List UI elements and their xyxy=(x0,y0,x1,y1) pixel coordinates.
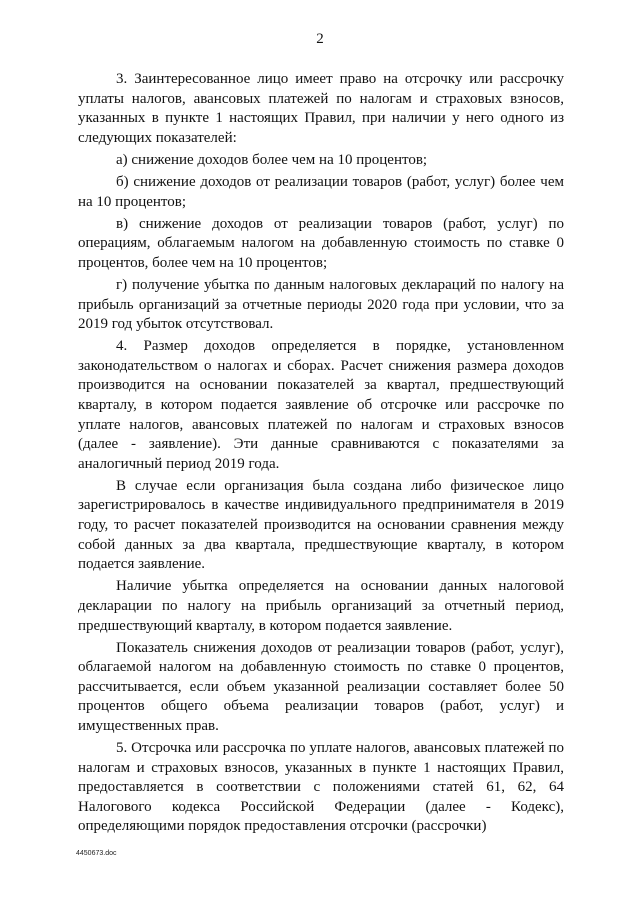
paragraph-loss: Наличие убытка определяется на основании данных налоговой декларации по налогу на прибыль организаций за отчетный период, предшествующий кварталу, в котором подается заявление. xyxy=(78,578,564,634)
paragraph-zero-rate: Показатель снижения доходов от реализации товаров (работ, услуг), облагаемой налогом на добавленную стоимость по ставке 0 процентов, рассчитывается, если объем указанной реализации составляет более 50 процентов общего объема реализации товаров (работ, услуг) и имущественных прав. xyxy=(78,639,564,734)
paragraph-subitem-g: г) получение убытка по данным налоговых деклараций по налогу на прибыль организаций за отчетные периоды 2020 года при условии, что за 2019 год убыток отсутствовал. xyxy=(78,276,564,333)
paragraph-item-5: 5. Отсрочка или рассрочка по уплате налогов, авансовых платежей по налогам и страховых взносов, указанных в пункте 1 настоящих Правил, предоставляется в соответствии с положениями статей 61, 62, 64 Налогового кодекса Российской Федерации (далее - Кодекс), определяющими порядок предоставления отсрочки (рассрочки) xyxy=(78,740,564,835)
paragraph-item-3: 3. Заинтересованное лицо имеет право на отсрочку или рассрочку уплаты налогов, авансовых платежей по налогам и страховых взносов, указанных в пункте 1 настоящих Правил, при наличии у него одного из следующих показателей: xyxy=(78,71,564,146)
paragraph-subitem-v: в) снижение доходов от реализации товаров (работ, услуг) по операциям, облагаемым налогом на добавленную стоимость по ставке 0 процентов, более чем на 10 процентов; xyxy=(78,215,564,271)
paragraph-item-4: 4. Размер доходов определяется в порядке, установленном законодательством о налогах и сборах. Расчет снижения размера доходов производится на основании показателей за квартал, предшествующий кварталу, в котором подается заявление об отсрочке или рассрочке по уплате налогов, авансовых платежей по налогам и страховых взносов (далее - заявление). Эти данные сравниваются с показателями за аналогичный период 2019 года. xyxy=(78,338,564,472)
paragraph-subitem-a: а) снижение доходов более чем на 10 процентов; xyxy=(116,151,428,168)
document-id: 4450673.doc xyxy=(76,850,117,857)
paragraph-subitem-b: б) снижение доходов от реализации товаров (работ, услуг) более чем на 10 процентов; xyxy=(78,173,564,210)
paragraph-new-organization: В случае если организация была создана либо физическое лицо зарегистрировалось в качестве индивидуального предпринимателя в 2019 году, то расчет показателей производится на основании сравнения между собой данных за два квартала, предшествующие кварталу, в котором подается заявление. xyxy=(78,477,564,573)
document-body xyxy=(78,70,564,840)
page-number: 2 xyxy=(316,31,324,47)
